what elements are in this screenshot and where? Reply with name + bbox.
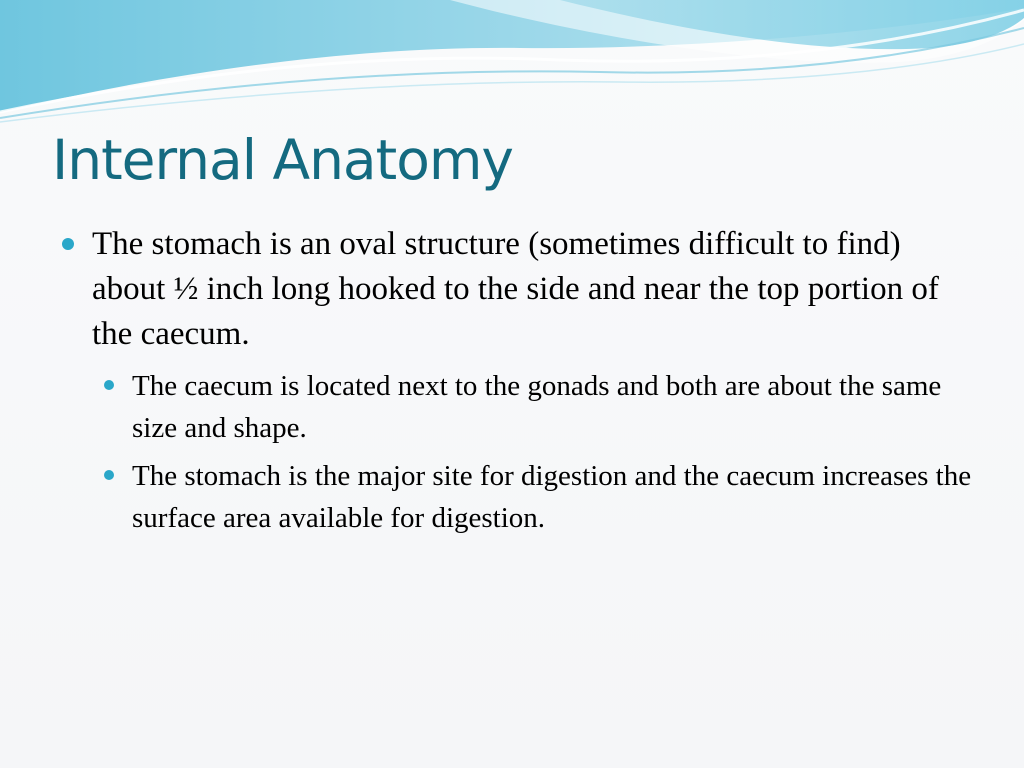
sub-bullet: [104, 365, 972, 449]
sub-bullet-text: The stomach is the major site for digestion and the caecum increases the surface area available for digestion.: [132, 460, 972, 534]
bullet-dot-icon: [104, 470, 114, 480]
bullet-level-1: [62, 222, 972, 357]
bullet-text: The stomach is an oval structure (sometimes difficult to find) about ½ inch long hooked to the side and near the top portion of the caecum.: [92, 226, 939, 352]
sub-bullet: [104, 455, 972, 539]
slide-content: [62, 222, 972, 539]
slide-title: Internal Anatomy: [52, 128, 513, 192]
bullet-dot-icon: [104, 380, 114, 390]
decorative-wave-header: [0, 0, 1024, 130]
sub-bullet-text: The caecum is located next to the gonads and both are about the same size and shape.: [132, 370, 942, 444]
bullet-dot-icon: [62, 238, 74, 250]
